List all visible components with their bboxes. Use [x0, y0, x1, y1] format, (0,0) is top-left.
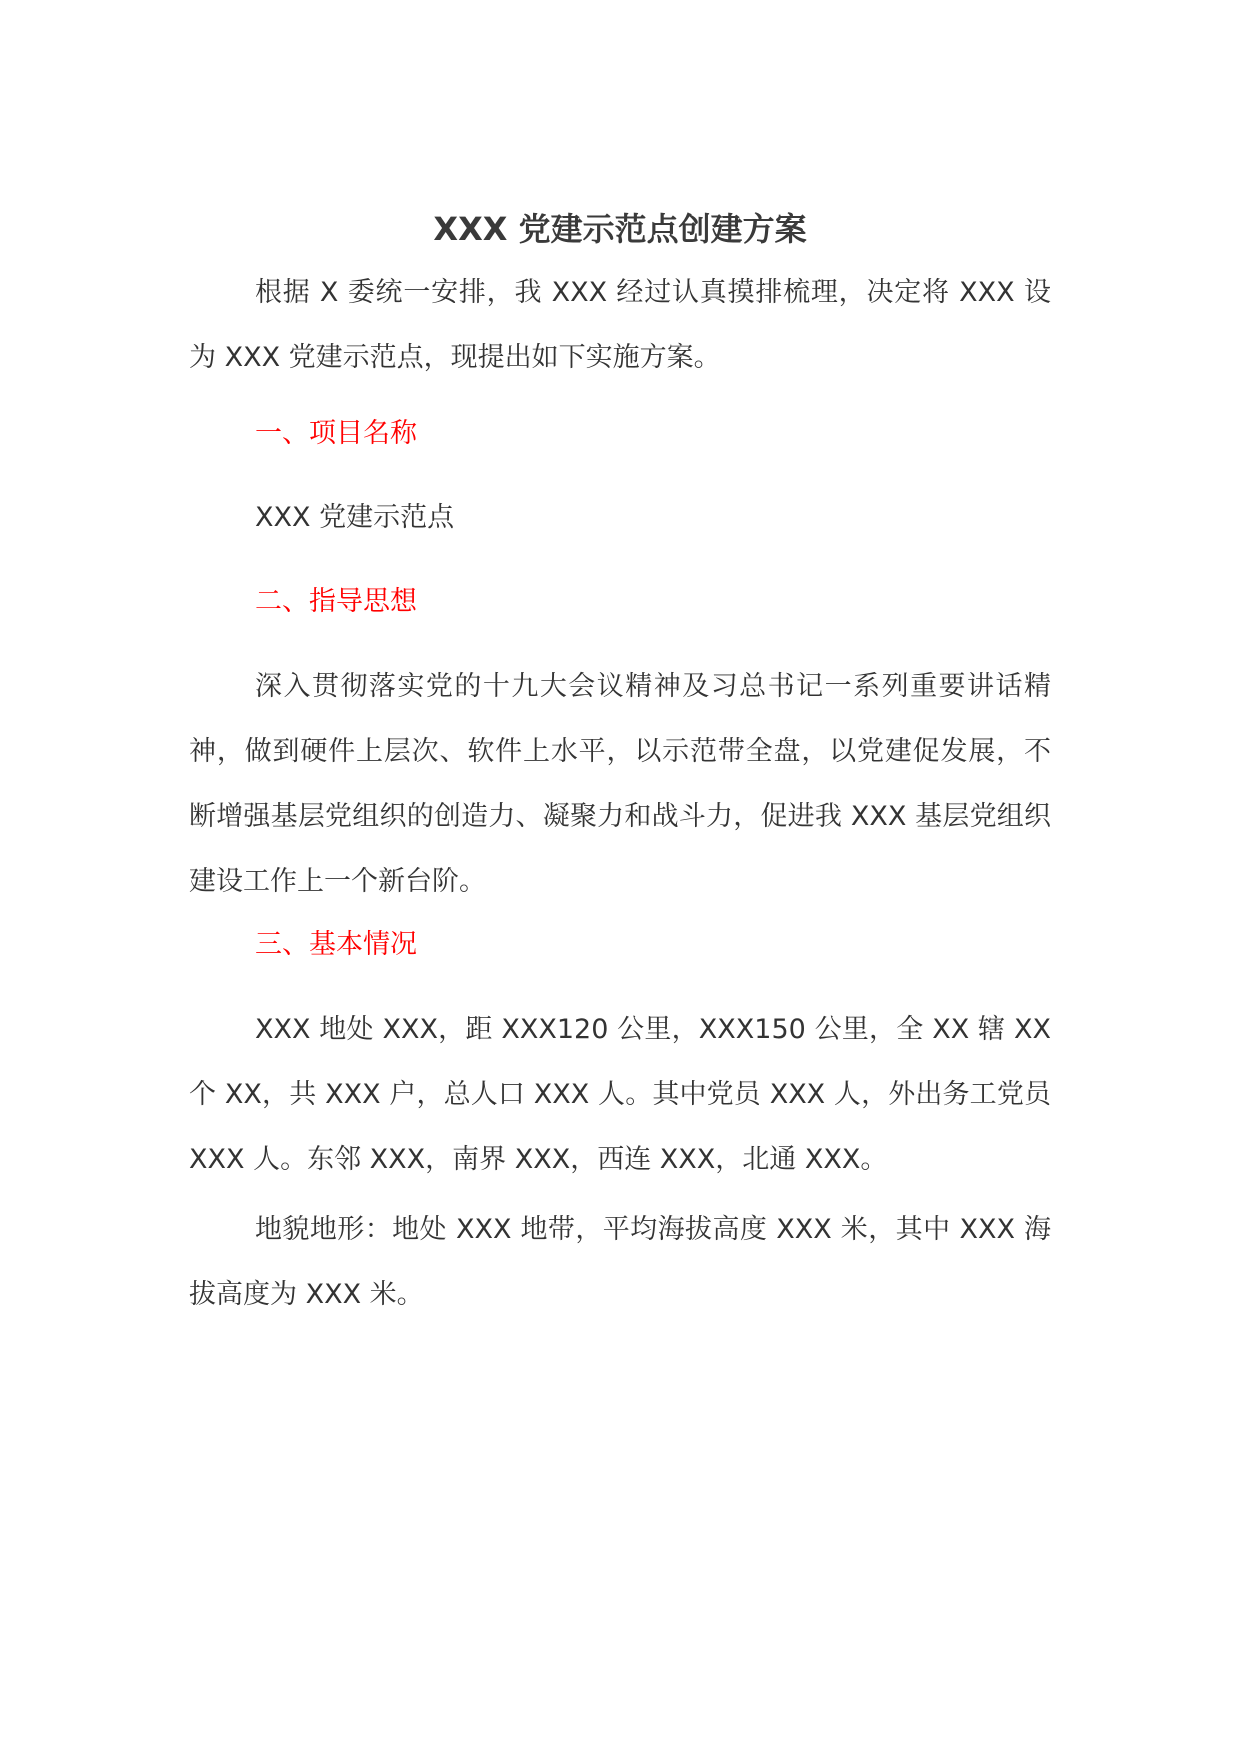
guiding-ideology-paragraph: 深入贯彻落实党的十九大会议精神及习总书记一系列重要讲话精神，做到硬件上层次、软件上水平，以示范带全盘，以党建促发展，不断增强基层党组织的创造力、凝聚力和战斗力，促进我 XXX 基层党组织建设工作上一个新台阶。 [189, 671, 1051, 897]
basic-situation-paragraph: XXX 地处 XXX，距 XXX120 公里，XXX150 公里，全 XX 辖 XX 个 XX，共 XXX 户，总人口 XXX 人。其中党员 XXX 人，外出务工党员 XXX 人。东邻 XXX，南界 XXX，西连 XXX，北通 XXX。 [189, 1014, 1051, 1175]
section-heading-basic-situation: 三、基本情况 [255, 929, 417, 960]
project-name-text: XXX 党建示范点 [255, 502, 455, 533]
document-title: XXX 党建示范点创建方案 [433, 210, 807, 248]
section-heading-project-name: 一、项目名称 [255, 418, 417, 449]
intro-paragraph: 根据 X 委统一安排，我 XXX 经过认真摸排梳理，决定将 XXX 设为 XXX 党建示范点，现提出如下实施方案。 [189, 277, 1051, 373]
terrain-paragraph: 地貌地形：地处 XXX 地带，平均海拔高度 XXX 米，其中 XXX 海拔高度为 XXX 米。 [189, 1214, 1051, 1310]
section-heading-guiding-ideology: 二、指导思想 [255, 586, 417, 617]
